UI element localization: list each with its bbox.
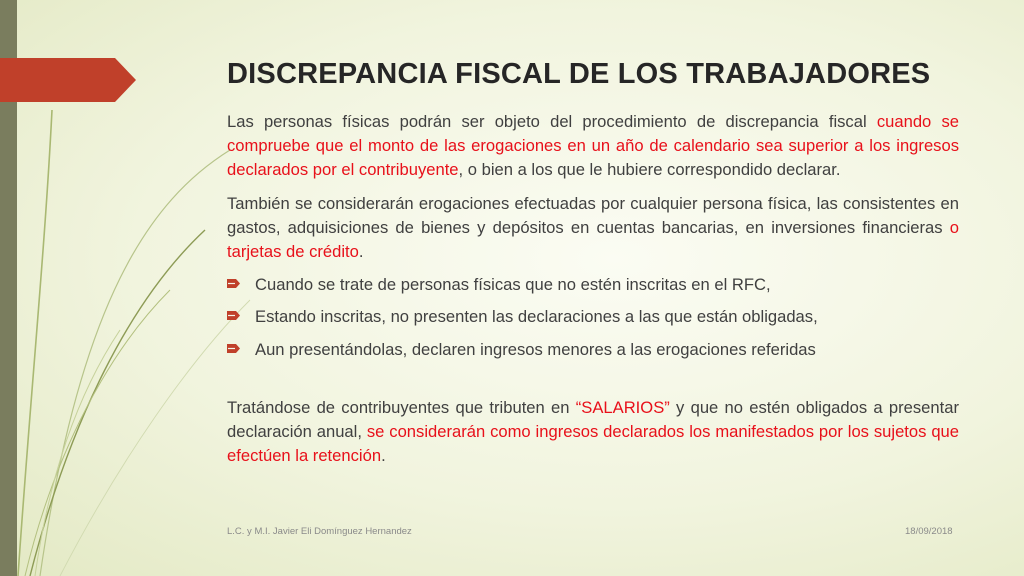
footer-date: 18/09/2018: [905, 526, 953, 537]
paragraph-3-tail: .: [381, 446, 386, 466]
list-item: [227, 305, 959, 329]
pencil-icon: [227, 278, 240, 289]
list-item: [227, 273, 959, 297]
paragraph-1-text: Las personas físicas podrán ser objeto del procedimiento de discrepancia fiscal: [227, 112, 877, 131]
pencil-icon: [227, 343, 240, 354]
paragraph-3-text: Tratándose de contribuyentes que tributen en: [227, 397, 576, 417]
paragraph-2: [227, 192, 959, 265]
list-item: [227, 338, 959, 362]
paragraph-2-highlight: o tarjetas de crédito: [227, 217, 959, 262]
list-item-text: Aun presentándolas, declaren ingresos menores a las erogaciones referidas: [255, 339, 816, 359]
paragraph-3-highlight: se considerarán como ingresos declarados los manifestados por los sujetos que efectúen la retención: [227, 422, 960, 466]
paragraph-2-text: También se considerarán erogaciones efectuadas por cualquier persona física, las consistentes en gastos, adquisiciones de bienes y depósitos en cuentas bancarias, en inversiones financieras: [227, 193, 959, 237]
slide-content: [227, 110, 959, 477]
paragraph-1-tail: , o bien a los que le hubiere correspondido declarar.: [458, 160, 841, 180]
footer-author: L.C. y M.I. Javier Eli Domínguez Hernandez: [227, 526, 412, 537]
paragraph-3: [227, 396, 959, 469]
paragraph-3-highlight-salarios: “SALARIOS”: [575, 397, 670, 417]
paragraph-3-middle: y que no estén obligados a presentar declaración anual,: [227, 397, 959, 442]
list-item-text: Estando inscritas, no presenten las declaraciones a las que están obligadas,: [255, 307, 818, 327]
slide-title: DISCREPANCIA FISCAL DE LOS TRABAJADORES: [227, 58, 931, 90]
pencil-icon: [227, 310, 240, 321]
paragraph-1-highlight: cuando se compruebe que el monto de las erogaciones en un año de calendario sea superior a los ingresos declarados por el contribuyente: [227, 112, 959, 180]
list-item-text: Cuando se trate de personas físicas que no estén inscritas en el RFC,: [255, 275, 771, 295]
paragraph-1: [227, 110, 959, 183]
title-arrow-shape: [0, 58, 136, 102]
paragraph-2-tail: .: [358, 242, 364, 262]
